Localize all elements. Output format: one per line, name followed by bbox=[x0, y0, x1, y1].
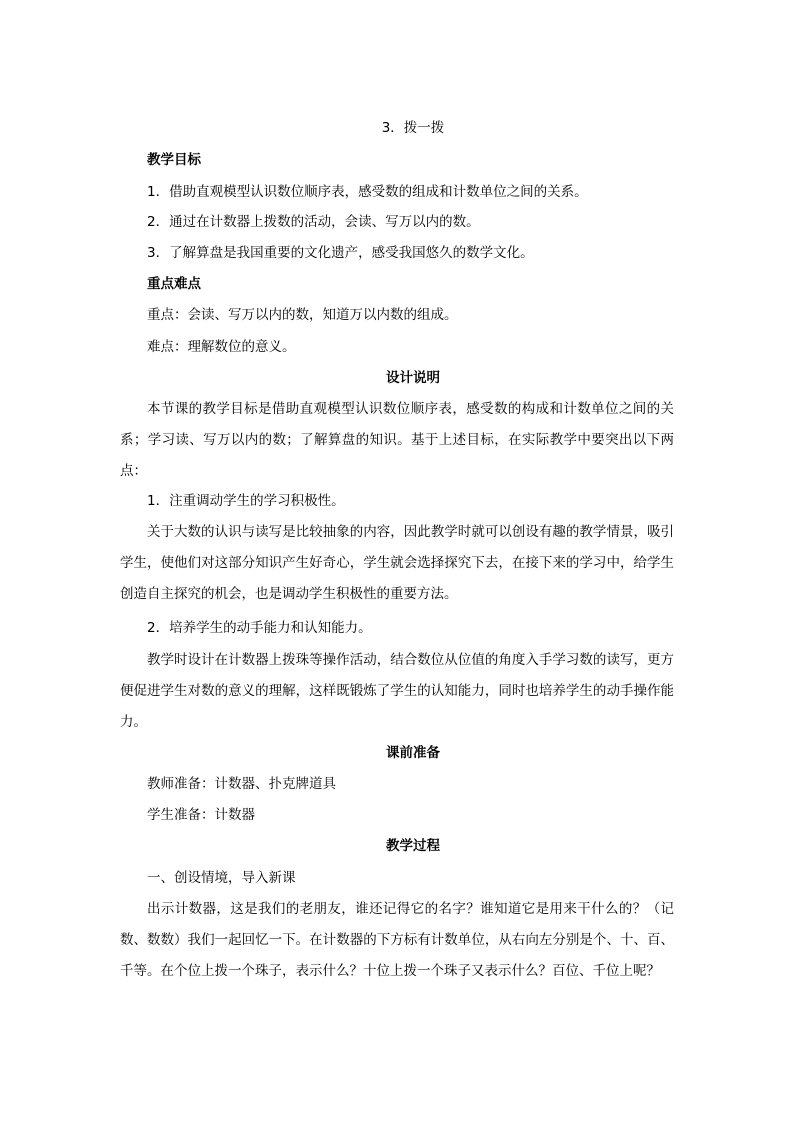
key-point-difficulty: 难点：理解数位的意义。 bbox=[147, 339, 296, 355]
teacher-preparation: 教师准备：计数器、扑克牌道具 bbox=[147, 776, 336, 792]
process-step-1-body: 出示计数器，这是我们的老朋友，谁还记得它的名字？谁知道它是用来干什么的？（记数、数数）我们一起回忆一下。在计数器的下方标有计数单位，从右向左分别是个、十、百、千等。在个位上拨一个珠子，表示什么？十位上拨一个珠子又表示什么？百位、千位上呢？ bbox=[120, 901, 674, 979]
objective-item-1: 1．借助直观模型认识数位顺序表，感受数的组成和计数单位之间的关系。 bbox=[147, 184, 588, 200]
design-heading: 设计说明 bbox=[386, 370, 440, 386]
design-point-1-body: 关于大数的认识与读写是比较抽象的内容，因此教学时就可以创设有趣的教学情景，吸引学生，使他们对这部分知识产生好奇心，学生就会选择探究下去，在接下来的学习中，给学生创造自主探究的机会，也是调动学生积极性的重要方法。 bbox=[120, 524, 674, 602]
process-heading: 教学过程 bbox=[386, 838, 440, 854]
preparation-heading: 课前准备 bbox=[386, 745, 440, 761]
design-intro: 本节课的教学目标是借助直观模型认识数位顺序表，感受数的构成和计数单位之间的关系；学习读、写万以内的数；了解算盘的知识。基于上述目标，在实际教学中要突出以下两点： bbox=[120, 401, 674, 479]
process-step-1-title: 一、创设情境，导入新课 bbox=[147, 870, 296, 886]
objectives-heading: 教学目标 bbox=[147, 152, 201, 168]
objective-item-3: 3．了解算盘是我国重要的文化遗产，感受我国悠久的数学文化。 bbox=[147, 245, 534, 261]
objective-item-2: 2．通过在计数器上拨数的活动，会读、写万以内的数。 bbox=[147, 214, 480, 230]
design-point-2-body: 教学时设计在计数器上拨珠等操作活动，结合数位从位值的角度入手学习数的读写，更方便促进学生对数的意义的理解，这样既锻炼了学生的认知能力，同时也培养学生的动手操作能力。 bbox=[120, 652, 674, 730]
lesson-title: 3．拨一拨 bbox=[381, 120, 445, 136]
student-preparation: 学生准备：计数器 bbox=[147, 807, 255, 823]
key-points-heading: 重点难点 bbox=[147, 276, 201, 292]
key-point-focus: 重点：会读、写万以内的数，知道万以内数的组成。 bbox=[147, 307, 458, 323]
design-point-2-title: 2．培养学生的动手能力和认知能力。 bbox=[147, 620, 372, 636]
design-point-1-title: 1．注重调动学生的学习积极性。 bbox=[147, 493, 345, 509]
